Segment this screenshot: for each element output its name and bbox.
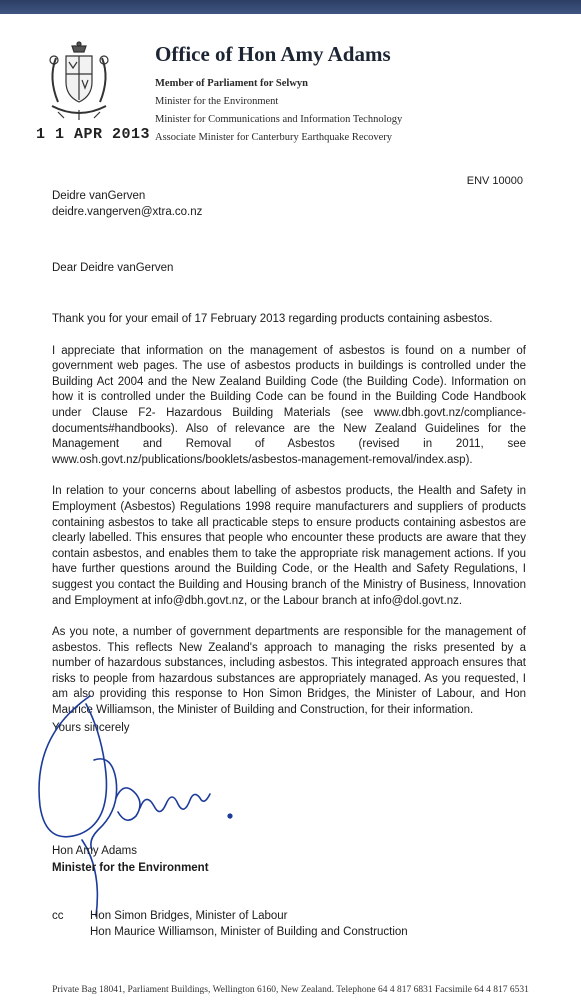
header-bar xyxy=(0,0,581,14)
cc-recipient: Hon Simon Bridges, Minister of Labour xyxy=(90,910,288,922)
role-item: Associate Minister for Canterbury Earthquake Recovery xyxy=(155,132,393,143)
recipient-name: Deidre vanGerven xyxy=(52,190,146,202)
closing: Yours sincerely xyxy=(52,722,130,734)
minister-roles-list xyxy=(155,75,402,147)
role-item: Minister for the Environment xyxy=(155,96,279,107)
reference-number: ENV 10000 xyxy=(466,175,523,187)
cc-recipient: Hon Maurice Williamson, Minister of Building and Construction xyxy=(90,926,408,938)
body-paragraph: I appreciate that information on the management of asbestos is found on a number of government web pages. The use of asbestos products in buildings is controlled under the Building Act 2004 and the New Zealand Building Code (the Building Code). Information on how it is controlled under the Building Code can be found in the Building Code Handbook under Clause F2- Hazardous Building Materials (see www.dbh.govt.nz/compliance-documents#handbooks). Also of relevance are the New Zealand Guidelines for the Management and Removal of Asbestos (revised in 2011, see www.osh.govt.nz/publications/booklets/asbestos-management-removal/index.asp). xyxy=(52,344,526,466)
body-paragraph: In relation to your concerns about labelling of asbestos products, the Health and Safety in Employment (Asbestos) Regulations 1998 require manufacturers and suppliers of products containing asbestos to take all practicable steps to ensure products containing asbestos are clearly labelled. This ensures that people who encounter these products are aware that they contain asbestos, and enables them to take the appropriate risk management actions. If you have further questions around the Building Code, or the Health and Safety Regulations, I suggest you contact the Building and Housing branch of the Ministry of Business, Innovation and Employment at info@dbh.govt.nz, or the Labour branch at info@dol.govt.nz. xyxy=(52,485,526,607)
role-item: Minister for Communications and Information Technology xyxy=(155,114,403,125)
office-title: Office of Hon Amy Adams xyxy=(155,42,391,66)
cc-label: cc xyxy=(52,910,64,922)
body-paragraph: Thank you for your email of 17 February 2013 regarding products containing asbestos. xyxy=(52,313,493,325)
cc-recipients xyxy=(90,908,408,940)
recipient-email: deidre.vangerven@xtra.co.nz xyxy=(52,206,203,218)
footer-address: Private Bag 18041, Parliament Buildings, Wellington 6160, New Zealand. Telephone 64 4 817 6831 Facsimile 64 4 817 6531 xyxy=(52,985,529,995)
date-stamp: 1 1 APR 2013 xyxy=(36,126,151,143)
role-item: Member of Parliament for Selwyn xyxy=(155,78,308,89)
body-paragraph: As you note, a number of government departments are responsible for the management of asbestos. This reflects New Zealand's approach to managing the risks presented by a number of hazardous substances, including asbestos. This integrated approach ensures that risks to people from hazardous substances are appropriately managed. As you requested, I am also providing this response to Hon Simon Bridges, the Minister of Labour, and Hon Maurice Williamson, the Minister of Building and Construction, for their information. xyxy=(52,626,526,717)
handwritten-signature xyxy=(20,690,260,920)
signatory-block xyxy=(52,843,209,877)
recipient-block xyxy=(52,188,202,220)
letter-body xyxy=(52,312,526,735)
coat-of-arms-icon xyxy=(38,40,120,124)
salutation: Dear Deidre vanGerven xyxy=(52,262,174,274)
signatory-name: Hon Amy Adams xyxy=(52,845,138,857)
signatory-title: Minister for the Environment xyxy=(52,862,209,874)
